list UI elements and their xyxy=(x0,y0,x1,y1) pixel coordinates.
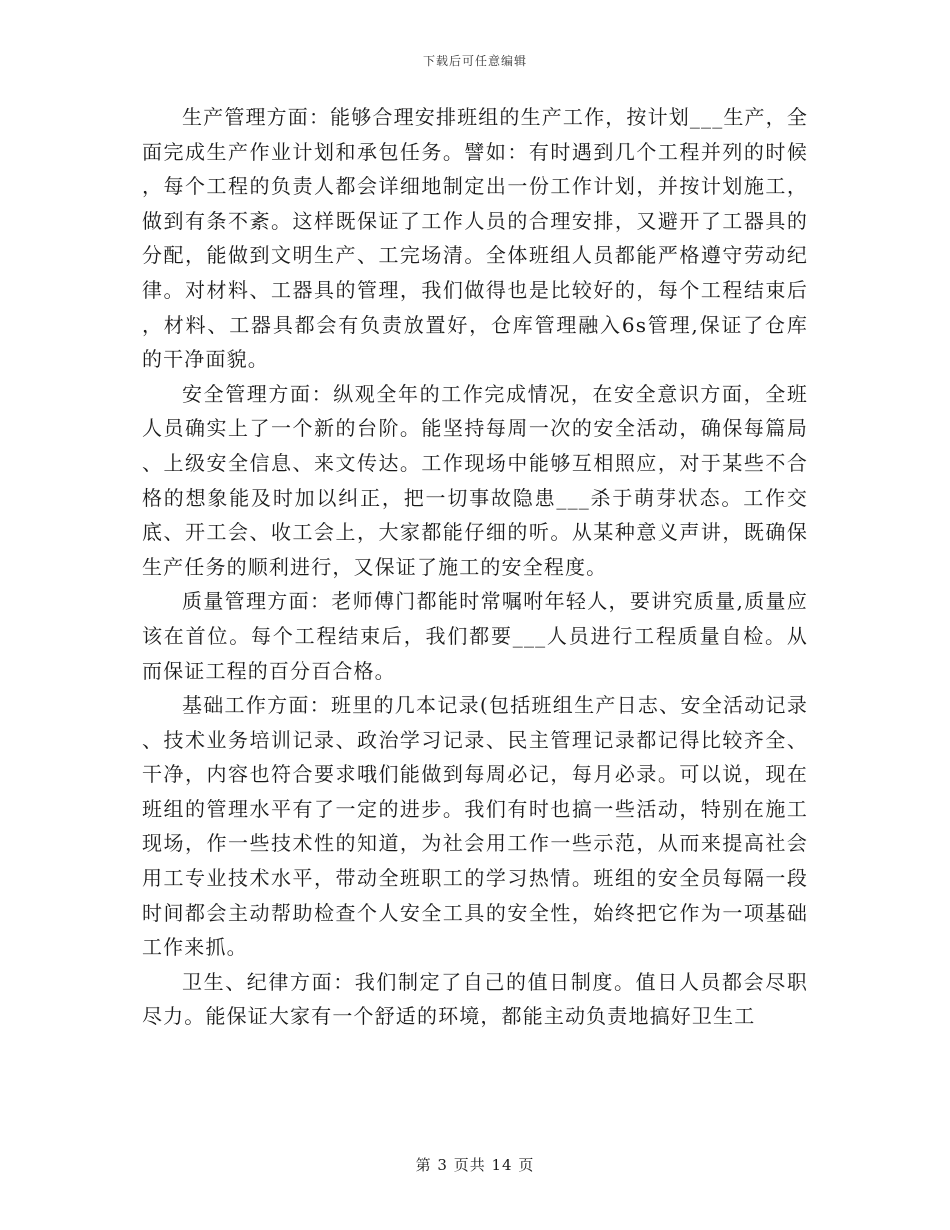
paragraph-quality-management: 质量管理方面：老师傅门都能时常嘱咐年轻人，要讲究质量,质量应该在首位。每个工程结束后，我们都要___人员进行工程质量自检。从而保证工程的百分百合格。 xyxy=(142,589,808,683)
document-body xyxy=(142,100,808,1034)
page-header: 下载后可任意编辑 xyxy=(422,54,527,68)
paragraph-hygiene-discipline: 卫生、纪律方面：我们制定了自己的值日制度。值日人员都会尽职尽力。能保证大家有一个舒适的环境，都能主动负责地搞好卫生工 xyxy=(142,969,808,1029)
page-number-footer: 第 3 页共 14 页 xyxy=(415,1156,535,1174)
paragraph-safety-management: 安全管理方面：纵观全年的工作完成情况，在安全意识方面，全班人员确实上了一个新的台阶。能坚持每周一次的安全活动，确保每篇局、上级安全信息、来文传达。工作现场中能够互相照应，对于某些不合格的想象能及时加以纠正，把一切事故隐患___杀于萌芽状态。工作交底、开工会、收工会上，大家都能仔细的听。从某种意义声讲，既确保生产任务的顺利进行，又保证了施工的安全程度。 xyxy=(142,381,808,579)
paragraph-production-management: 生产管理方面：能够合理安排班组的生产工作，按计划___生产，全面完成生产作业计划和承包任务。譬如：有时遇到几个工程并列的时候，每个工程的负责人都会详细地制定出一份工作计划，并按计划施工，做到有条不紊。这样既保证了工作人员的合理安排，又避开了工器具的分配，能做到文明生产、工完场清。全体班组人员都能严格遵守劳动纪律。对材料、工器具的管理，我们做得也是比较好的，每个工程结束后，材料、工器具都会有负责放置好，仓库管理融入6s管理,保证了仓库的干净面貌。 xyxy=(142,105,808,372)
paragraph-basic-work: 基础工作方面：班里的几本记录(包括班组生产日志、安全活动记录、技术业务培训记录、政治学习记录、民主管理记录都记得比较齐全、干净，内容也符合要求哦们能做到每周必记，每月必录。可以说，现在班组的管理水平有了一定的进步。我们有时也搞一些活动，特别在施工现场，作一些技术性的知道，为社会用工作一些示范，从而来提高社会用工专业技术水平，带动全班职工的学习热情。班组的安全员每隔一段时间都会主动帮助检查个人安全工具的安全性，始终把它作为一项基础工作来抓。 xyxy=(142,693,808,960)
